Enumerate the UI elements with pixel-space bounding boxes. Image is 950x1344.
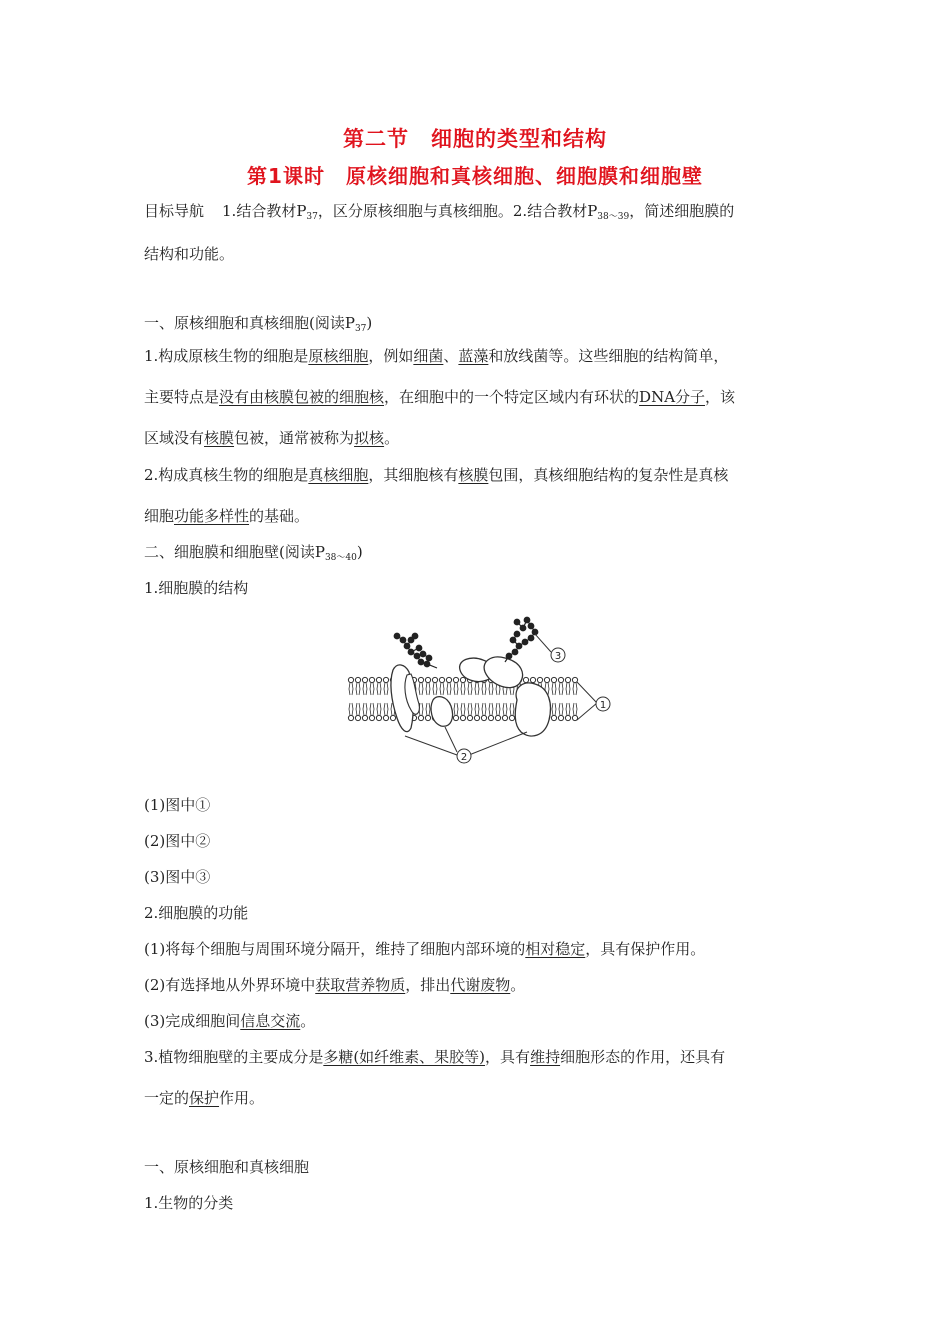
heading-text: ) [356,543,363,561]
section3-heading: 一、原核细胞和真核细胞 [144,1158,310,1176]
text: ，具有保护作用。 [585,940,706,958]
answer-blank: 功能多样性 [174,507,250,525]
text: 。 [300,1012,316,1030]
text: 包围，真核细胞结构的复杂性是真核 [488,466,729,484]
text: 和放线菌等。这些细胞的结构简单， [488,347,729,365]
phospholipid-head-outer [418,677,423,695]
text: 包被，通常被称为 [234,429,355,447]
phospholipid-head-outer [453,677,458,695]
phospholipid-head-inner [481,703,486,721]
phospholipid-head-inner [551,703,556,721]
phospholipid-head-inner [383,703,388,721]
svg-text:2: 2 [460,752,468,763]
text: 2.构成真核生物的细胞是 [144,466,309,484]
answer-blank: 真核细胞 [308,466,369,484]
function-1 [144,939,814,959]
goals-text: ，简述细胞膜的 [629,202,735,220]
answer-blank: 蓝藻 [458,347,489,365]
phospholipid-head-inner [509,703,514,721]
svg-text:3: 3 [554,651,562,662]
lesson-title: 第1课时 原核细胞和真核细胞、细胞膜和细胞壁 [247,164,703,188]
goals-sub: 38～39 [597,212,630,222]
function-3 [144,1011,814,1031]
diagram-label-2 [457,749,471,763]
text: 1.构成原核生物的细胞是 [144,347,309,365]
phospholipid-head-inner [495,703,500,721]
goals-line-1 [144,201,814,227]
phospholipid-head-outer [355,677,360,695]
question-3: (3)图中③ [144,868,211,886]
phospholipid-head-outer [460,677,465,695]
answer-blank: 拟核 [354,429,385,447]
answer-blank: DNA分子 [639,388,706,406]
phospholipid-head-inner [348,703,353,721]
diagram-label-1 [596,697,610,711]
phospholipid-head-inner [502,703,507,721]
goals-line-2: 结构和功能。 [144,245,235,263]
answer-blank: 维持 [530,1048,561,1066]
paragraph-line [144,387,814,407]
text: ，例如 [368,347,414,365]
cell-membrane-diagram [345,600,615,770]
phospholipid-head-outer [362,677,367,695]
cell-wall-line-2 [144,1088,814,1108]
phospholipid-head-inner [565,703,570,721]
question-1: (1)图中① [144,796,211,814]
phospholipid-head-inner [558,703,563,721]
subheading: 1.细胞膜的结构 [144,579,249,597]
phospholipid-head-outer [383,677,388,695]
phospholipid-head-outer [432,677,437,695]
paragraph-line [144,506,814,526]
text: 主要特点是 [144,388,220,406]
phospholipid-head-inner [376,703,381,721]
text: 、 [443,347,459,365]
text: ，在细胞中的一个特定区域内有环状的 [384,388,640,406]
text: ，其细胞核有 [368,466,459,484]
answer-blank: 相对稳定 [525,940,586,958]
question-2: (2)图中② [144,832,211,850]
text: 细胞形态的作用，还具有 [560,1048,726,1066]
paragraph-line [144,346,814,366]
goals-sub: 37 [306,212,318,222]
text: ，具有 [485,1048,531,1066]
text: 细胞 [144,507,175,525]
phospholipid-head-inner [453,703,458,721]
subheading: 1.生物的分类 [144,1194,234,1212]
phospholipid-head-outer [348,677,353,695]
phospholipid-head-inner [369,703,374,721]
answer-blank: 多糖(如纤维素、果胶等) [323,1048,486,1066]
phospholipid-head-outer [446,677,451,695]
goals-text: ，区分原核细胞与真核细胞。2.结合教材P [317,202,598,220]
goals-label: 目标导航 [144,202,205,220]
section2-heading [144,542,814,568]
cell-wall-line-1 [144,1047,814,1067]
text: 一定的 [144,1089,190,1107]
goals-text: 1.结合教材P [222,202,307,220]
paragraph-line [144,428,814,448]
text: (2)有选择地从外界环境中 [144,976,316,994]
phospholipid-head-outer [425,677,430,695]
paragraph-line [144,465,814,485]
phospholipid-head-inner [362,703,367,721]
phospholipid-head-outer [551,677,556,695]
glycoprotein-chain [394,633,437,668]
answer-blank: 获取营养物质 [315,976,406,994]
diagram-label-3 [551,648,565,662]
phospholipid-head-inner [488,703,493,721]
text: 。 [384,429,400,447]
phospholipid-head-outer [439,677,444,695]
text: (3)完成细胞间 [144,1012,241,1030]
answer-blank: 核膜 [458,466,489,484]
text: 3.植物细胞壁的主要成分是 [144,1048,324,1066]
phospholipid-head-outer [565,677,570,695]
answer-blank: 信息交流 [240,1012,301,1030]
text: ，该 [705,388,736,406]
text: 。 [510,976,526,994]
phospholipid-head-inner [425,703,430,721]
text: 的基础。 [249,507,310,525]
heading-text: ) [366,314,373,332]
phospholipid-head-inner [460,703,465,721]
heading-text: 二、细胞膜和细胞壁(阅读P [144,543,325,561]
phospholipid-head-outer [572,677,577,695]
answer-blank: 保护 [189,1089,220,1107]
heading-sub: 37 [354,324,367,334]
text: 作用。 [219,1089,265,1107]
answer-blank: 核膜 [204,429,235,447]
phospholipid-head-inner [467,703,472,721]
phospholipid-head-outer [558,677,563,695]
function-2 [144,975,814,995]
text: (1)将每个细胞与周围环境分隔开，维持了细胞内部环境的 [144,940,526,958]
answer-blank: 没有由核膜包被的细胞核 [219,388,385,406]
glycolipid-chain [505,617,538,662]
transmembrane-protein [515,683,550,736]
answer-blank: 代谢废物 [450,976,511,994]
answer-blank: 原核细胞 [308,347,369,365]
phospholipid-head-inner [572,703,577,721]
heading-sub: 38～40 [324,553,357,563]
text: ，排出 [405,976,451,994]
text: 区域没有 [144,429,205,447]
phospholipid-head-outer [376,677,381,695]
section-title: 第二节 细胞的类型和结构 [343,127,607,151]
subheading: 2.细胞膜的功能 [144,904,249,922]
svg-text:1: 1 [599,700,607,711]
answer-blank: 细菌 [413,347,444,365]
embedded-protein [431,697,452,727]
heading-text: 一、原核细胞和真核细胞(阅读P [144,314,355,332]
section1-heading [144,313,814,339]
phospholipid-head-inner [474,703,479,721]
phospholipid-head-outer [369,677,374,695]
phospholipid-head-inner [355,703,360,721]
